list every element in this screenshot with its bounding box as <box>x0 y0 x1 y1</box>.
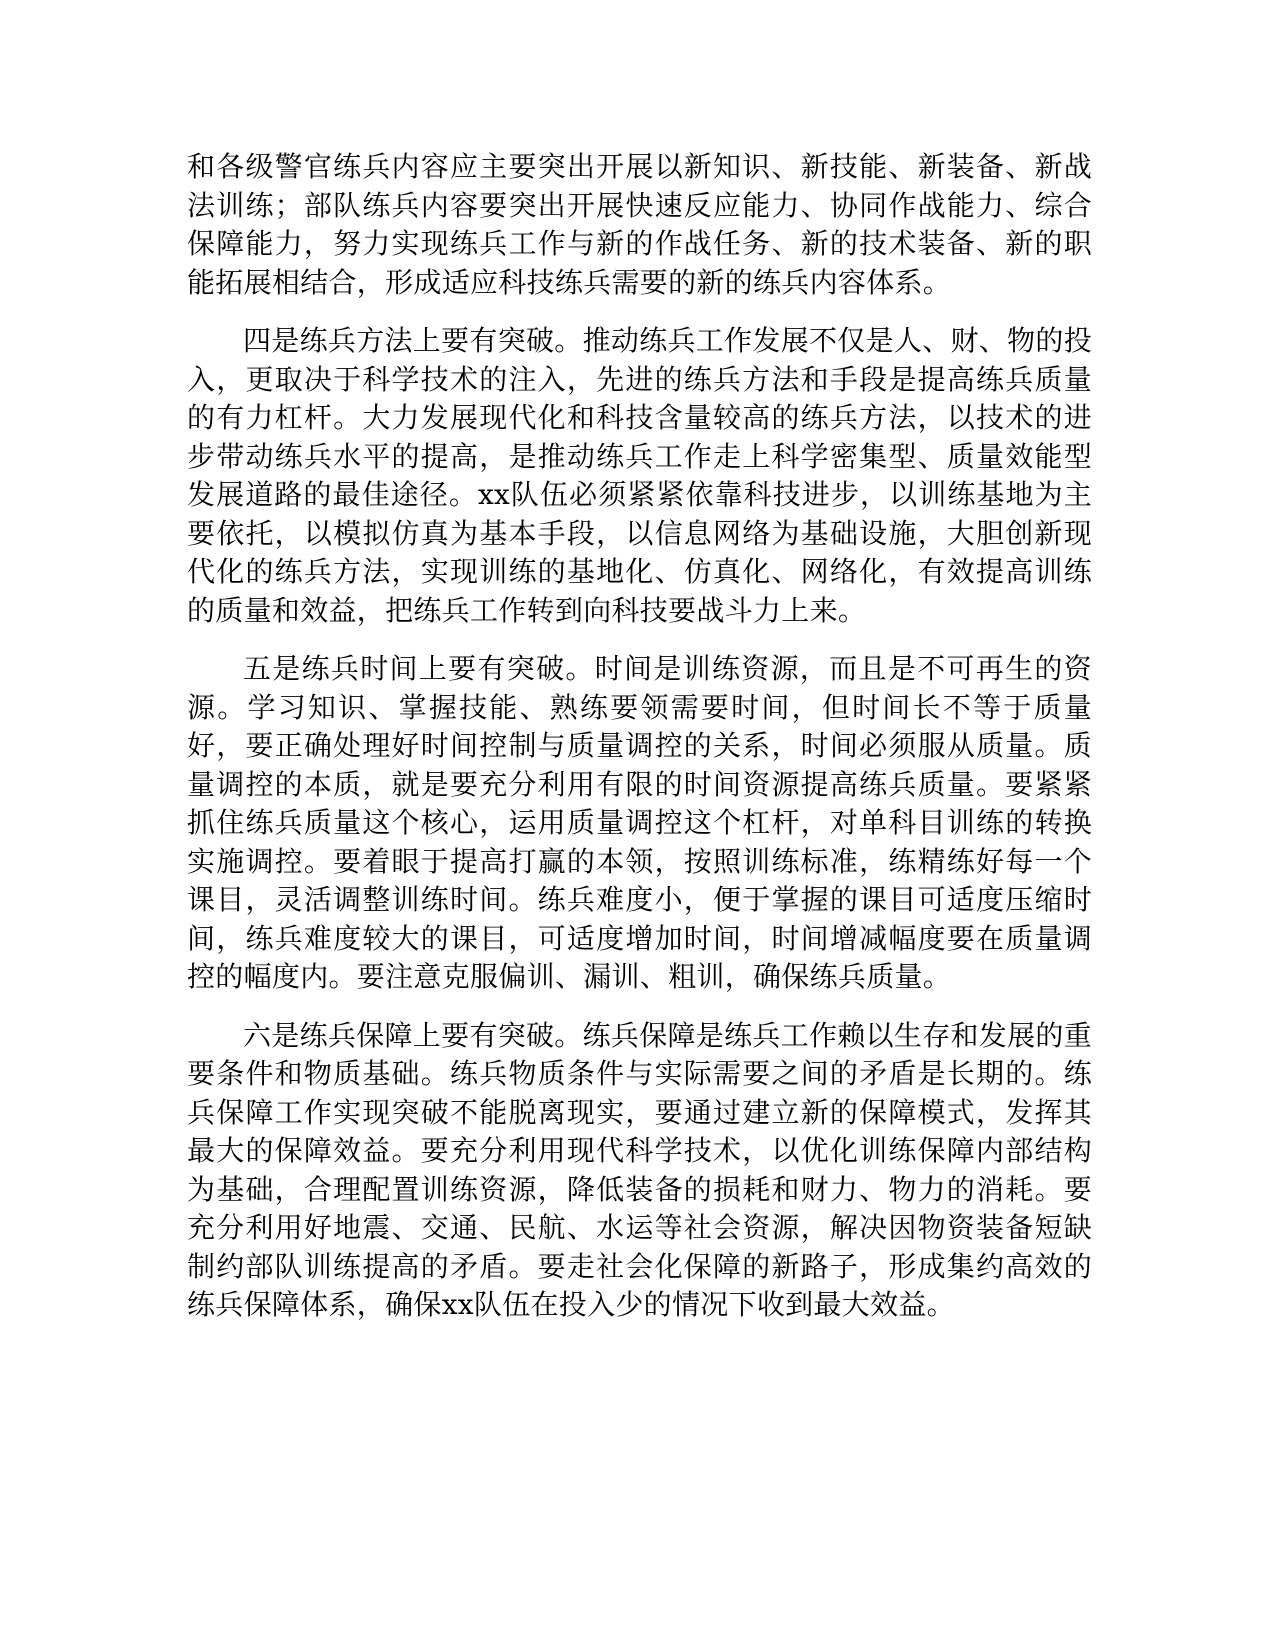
paragraph-training-content-continued: 和各级警官练兵内容应主要突出开展以新知识、新技能、新装备、新战法训练；部队练兵内容要突出开展快速反应能力、协同作战能力、综合保障能力，努力实现练兵工作与新的作战任务、新的技术装备、新的职能拓展相结合，形成适应科技练兵需要的新的练兵内容体系。 <box>187 150 1092 299</box>
paragraph-training-support: 六是练兵保障上要有突破。练兵保障是练兵工作赖以生存和发展的重要条件和物质基础。练兵物质条件与实际需要之间的矛盾是长期的。练兵保障工作实现突破不能脱离现实，要通过建立新的保障模式，发挥其最大的保障效益。要充分利用现代科学技术，以优化训练保障内部结构为基础，合理配置训练资源，降低装备的损耗和财力、物力的消耗。要充分利用好地震、交通、民航、水运等社会资源，解决因物资装备短缺制约部队训练提高的矛盾。要走社会化保障的新路子，形成集约高效的练兵保障体系，确保xx队伍在投入少的情况下收到最大效益。 <box>187 1018 1093 1321</box>
paragraph-training-time: 五是练兵时间上要有突破。时间是训练资源，而且是不可再生的资源。学习知识、掌握技能、熟练要领需要时间，但时间长不等于质量好，要正确处理好时间控制与质量调控的关系，时间必须服从质量。质量调控的本质，就是要充分利用有限的时间资源提高练兵质量。要紧紧抓住练兵质量这个核心，运用质量调控这个杠杆，对单科目训练的转换实施调控。要着眼于提高打赢的本领，按照训练标准，练精练好每一个课目，灵活调整训练时间。练兵难度小，便于掌握的课目可适度压缩时间，练兵难度较大的课目，可适度增加时间，时间增减幅度要在质量调控的幅度内。要注意克服偏训、漏训、粗训，确保练兵质量。 <box>187 652 1092 993</box>
paragraph-training-methods: 四是练兵方法上要有突破。推动练兵工作发展不仅是人、财、物的投入，更取决于科学技术的注入，先进的练兵方法和手段是提高练兵质量的有力杠杆。大力发展现代化和科技含量较高的练兵方法，以技术的进步带动练兵水平的提高，是推动练兵工作走上科学密集型、质量效能型发展道路的最佳途径。xx队伍必须紧紧依靠科技进步，以训练基地为主要依托，以模拟仿真为基本手段，以信息网络为基础设施，大胆创新现代化的练兵方法，实现训练的基地化、仿真化、网络化，有效提高训练的质量和效益，把练兵工作转到向科技要战斗力上来。 <box>187 324 1093 627</box>
document-body <box>187 148 1092 1345</box>
